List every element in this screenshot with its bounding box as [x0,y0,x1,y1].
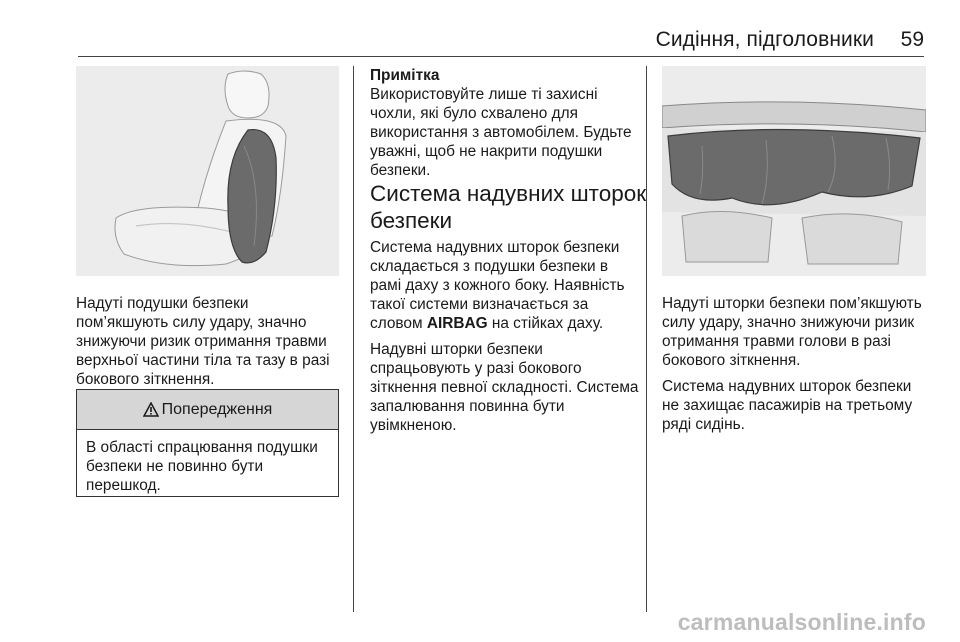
seat-side-airbag-illustration [76,66,339,276]
warning-body: В області спрацювання подушки безпеки не повинно бути перешкод. [86,439,318,494]
warning-triangle-icon [143,402,159,417]
header-divider [78,56,924,57]
intro-text-end: на стійках даху. [487,315,604,332]
note-block [370,66,640,180]
page-header-title: Сидіння, підголовники [655,28,874,51]
watermark: carmanualsonline.info [677,609,926,635]
middle-text [370,238,642,442]
side-airbag-paragraph: Надуті подушки безпеки пом’якшують силу удару, значно знижуючи ризик отримання травми верхньої частини тіла та тазу в разі бокового зіткнення. [76,295,330,388]
airbag-label: AIRBAG [426,315,488,332]
curtain-airbag-illustration [662,66,926,276]
column-divider-left [353,66,354,612]
left-paragraph [76,294,342,396]
right-text [662,294,928,441]
warning-header [77,390,338,430]
curtain-airbag-intro-paragraph [370,238,642,333]
warning-title: Попередження [161,400,273,418]
curtain-airbag-protection-paragraph: Надуті шторки безпеки пом’якшують силу удару, значно знижуючи ризик отримання травми голови в разі бокового зіткнення. [662,295,922,369]
column-divider-right [646,66,647,612]
third-row-paragraph: Система надувних шторок безпеки не захищає пасажирів на третьому ряді сидінь. [662,378,913,433]
curtain-airbag-trigger-paragraph: Надувні шторки безпеки спрацьовують у разі бокового зіткнення певної складності. Система запалювання повинна бути увімкненою. [370,341,639,434]
warning-box [76,389,339,497]
note-title: Примітка [370,67,440,84]
intro-text-start: Система надувних шторок безпеки складається з подушки безпеки в рамі даху з кожного боку. Наявність такої системи визначається за словом [370,239,625,332]
note-body: Використовуйте лише ті захисні чохли, які було схвалено для використання з автомобілем. Будьте уважні, щоб не накрити подушки безпеки. [370,86,632,179]
page-number: 59 [900,28,924,51]
section-heading: Система надувних шторок безпеки [370,181,647,233]
